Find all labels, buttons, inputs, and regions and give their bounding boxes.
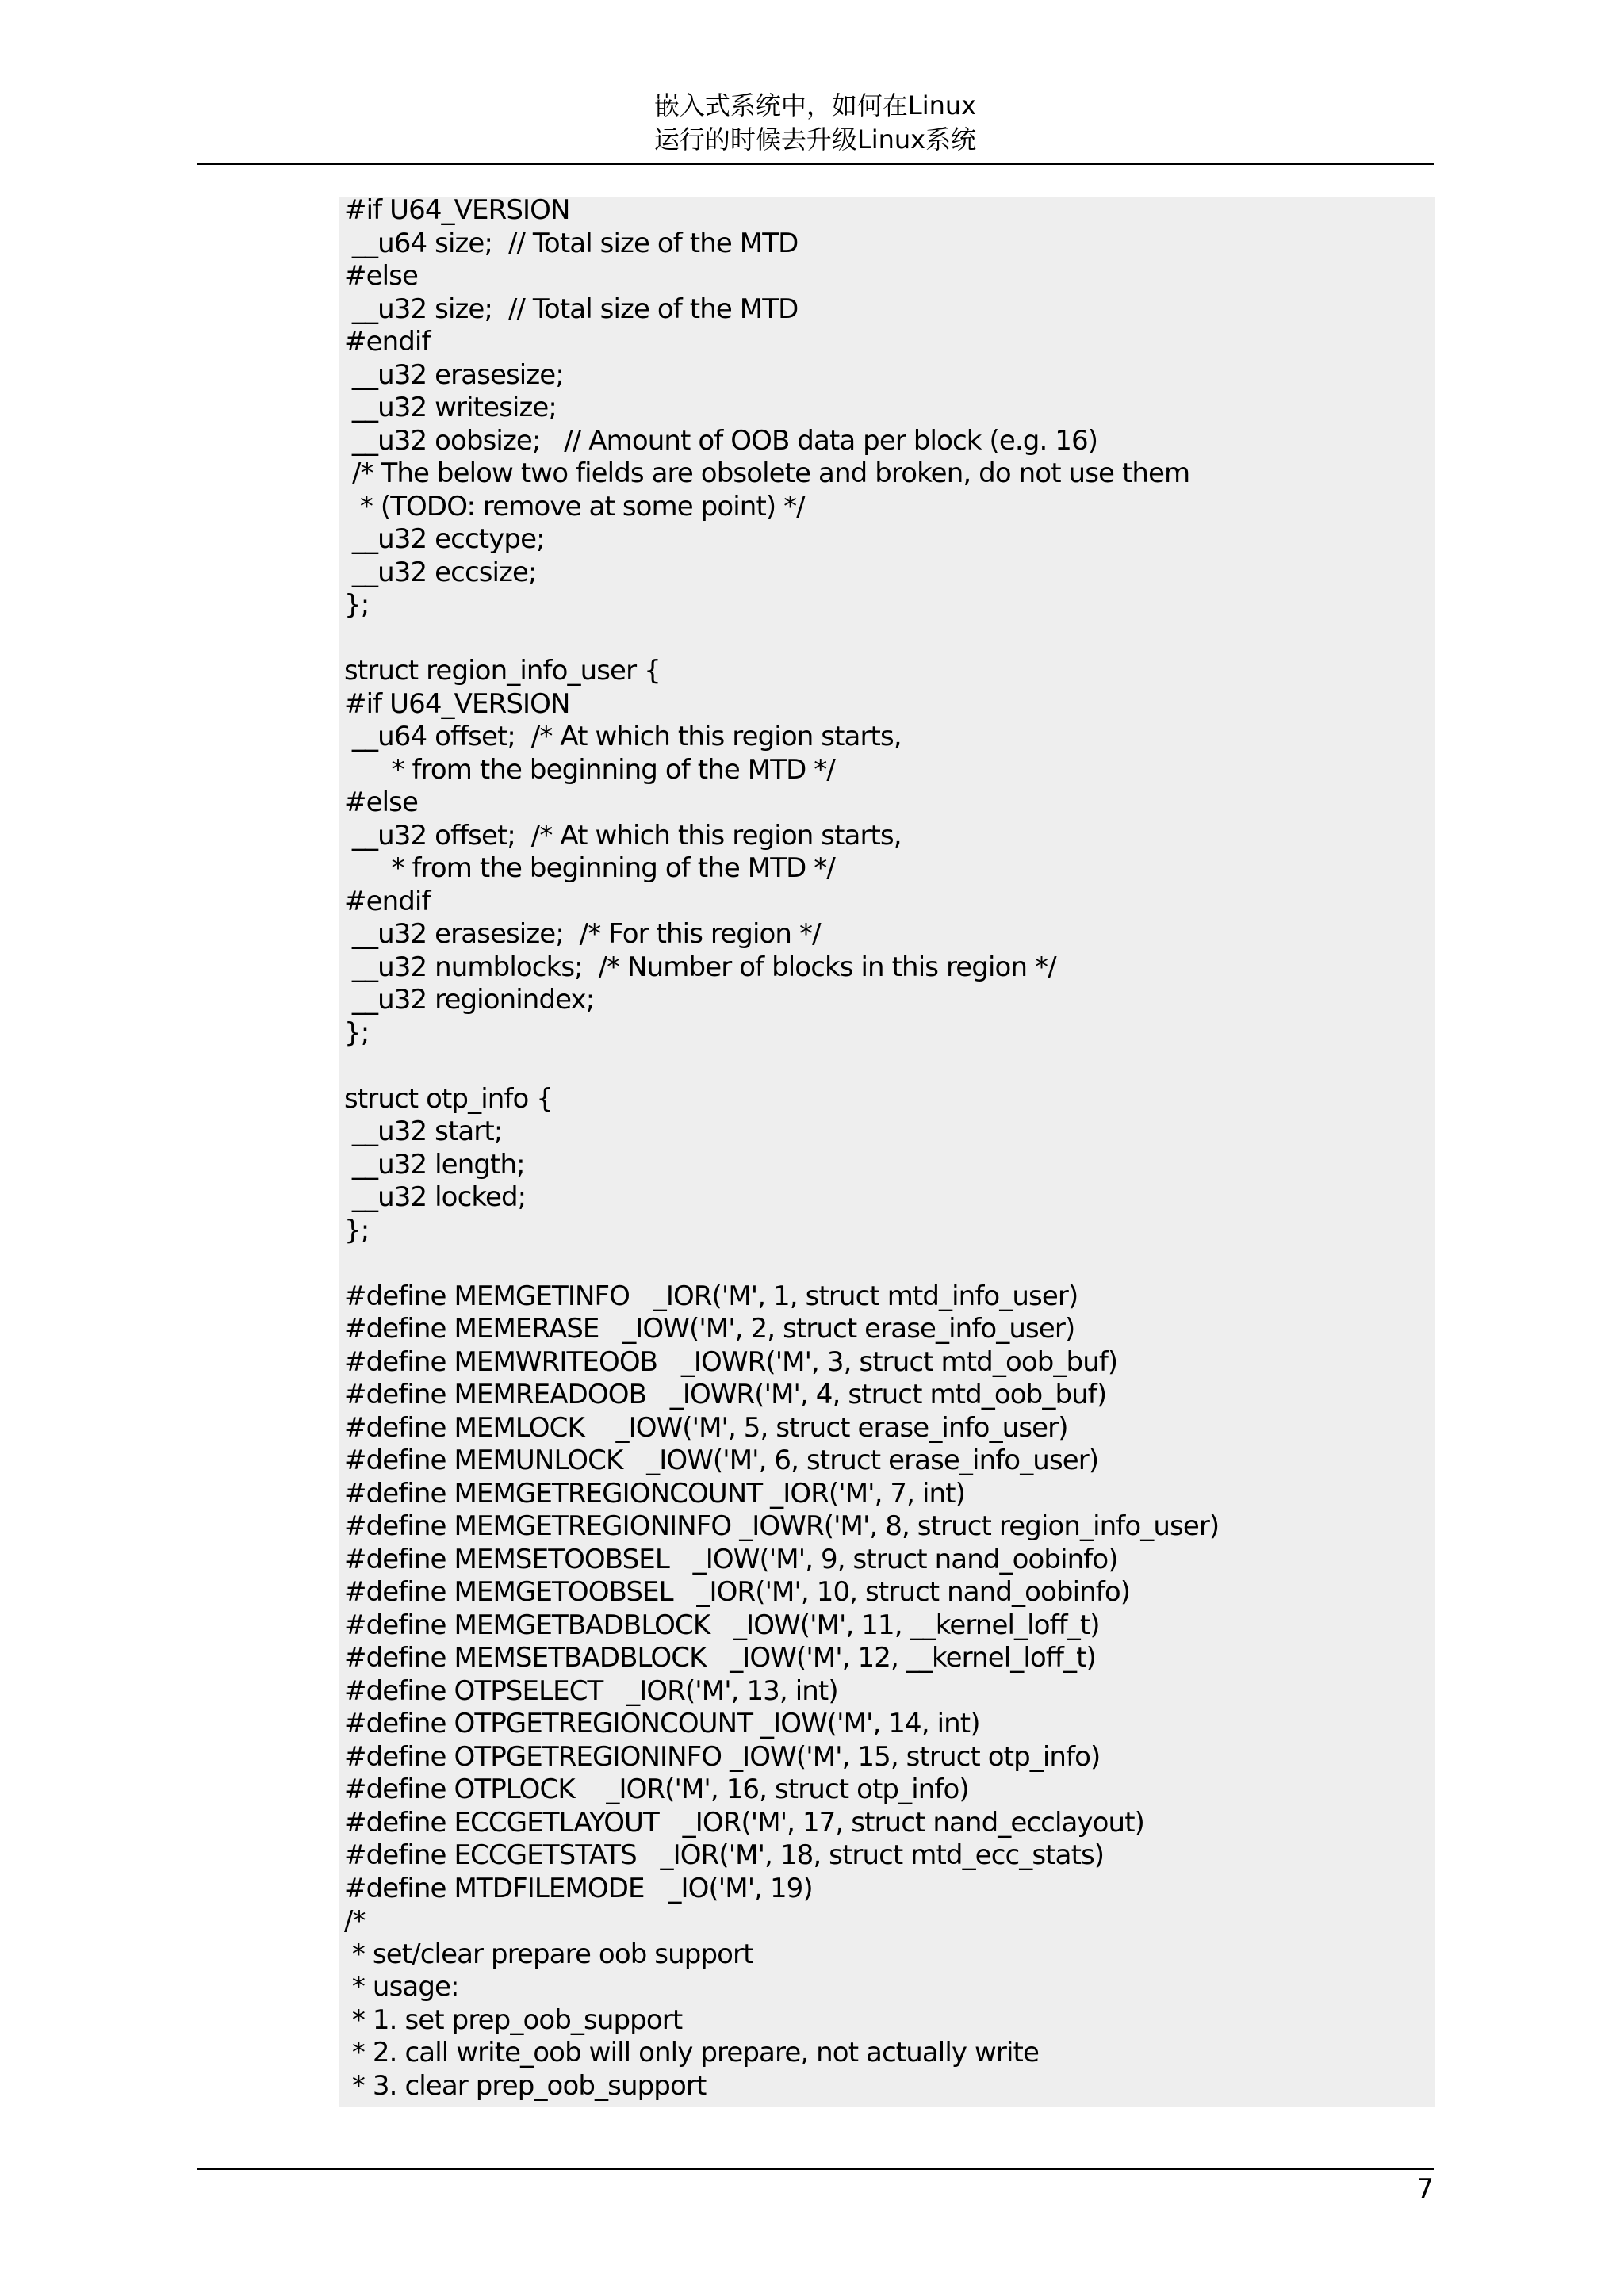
code-line: #define MEMERASE _IOW('M', 2, struct erase_info_user) [344,1313,1075,1345]
code-line: __u32 numblocks; /* Number of blocks in this region */ [344,951,1056,983]
code-line: #else [344,786,418,818]
code-line: * from the beginning of the MTD */ [344,852,835,884]
code-line: * 3. clear prep_oob_support [344,2069,707,2102]
code-line: __u32 size; // Total size of the MTD [344,293,799,325]
code-line: }; [344,1016,370,1049]
code-line: #define MEMREADOOB _IOWR('M', 4, struct mtd_oob_buf) [344,1379,1107,1410]
page-header [197,89,1434,157]
code-line: #define MEMSETOOBSEL _IOW('M', 9, struct nand_oobinfo) [344,1543,1118,1575]
code-line: __u32 length; [344,1148,525,1181]
code-line: struct otp_info { [344,1082,553,1115]
code-line: #define MEMGETBADBLOCK _IOW('M', 11, __kernel_loff_t) [344,1609,1100,1641]
code-listing [344,194,1219,2103]
code-line: #define MEMLOCK _IOW('M', 5, struct erase_info_user) [344,1411,1068,1444]
code-line: #endif [344,885,431,917]
code-line: #if U64_VERSION [344,194,570,226]
code-line: __u32 oobsize; // Amount of OOB data per block (e.g. 16) [344,424,1098,457]
code-line: #define OTPGETREGIONINFO _IOW('M', 15, struct otp_info) [344,1740,1101,1773]
code-line: #else [344,260,418,292]
code-line: #if U64_VERSION [344,687,570,720]
code-line: __u64 size; // Total size of the MTD [344,227,799,259]
code-line: * (TODO: remove at some point) */ [344,490,805,522]
code-line: #define MTDFILEMODE _IO('M', 19) [344,1872,813,1904]
code-line: #define MEMWRITEOOB _IOWR('M', 3, struct mtd_oob_buf) [344,1345,1118,1378]
code-line: /* The below two fields are obsolete and broken, do not use them [344,457,1190,489]
code-line: #define OTPGETREGIONCOUNT _IOW('M', 14, int) [344,1708,980,1739]
code-line: __u32 erasesize; /* For this region */ [344,918,821,950]
code-line: #endif [344,326,431,358]
code-line [344,622,1219,656]
code-line: __u64 offset; /* At which this region starts, [344,721,902,752]
code-line: * usage: [344,1971,459,2003]
header-title-line-2: 运行的时候去升级Linux系统 [653,124,977,155]
code-line: __u32 ecctype; [344,523,545,555]
code-line: #define MEMSETBADBLOCK _IOW('M', 12, __kernel_loff_t) [344,1642,1096,1674]
code-line: __u32 writesize; [344,392,557,423]
footer-rule [197,2168,1434,2170]
code-line: __u32 erasesize; [344,358,564,391]
header-rule [197,163,1434,165]
code-line: #define MEMUNLOCK _IOW('M', 6, struct erase_info_user) [344,1445,1099,1476]
code-line: __u32 eccsize; [344,556,537,588]
code-line: #define MEMGETREGIONINFO _IOWR('M', 8, struct region_info_user) [344,1510,1220,1542]
code-line: #define OTPLOCK _IOR('M', 16, struct otp_info) [344,1774,969,1805]
code-line: #define OTPSELECT _IOR('M', 13, int) [344,1674,838,1707]
code-line [344,1247,1219,1280]
code-line: __u32 offset; /* At which this region starts, [344,819,902,851]
code-line: #define ECCGETLAYOUT _IOR('M', 17, struct nand_ecclayout) [344,1806,1145,1839]
header-title-line-1: 嵌入式系统中，如何在Linux [653,90,977,121]
code-line: __u32 start; [344,1115,503,1147]
code-line: __u32 locked; [344,1181,527,1213]
page-number: 7 [1416,2173,1434,2205]
code-line: }; [344,1214,370,1246]
code-line: }; [344,589,370,621]
code-line: #define MEMGETOOBSEL _IOR('M', 10, struct nand_oobinfo) [344,1576,1131,1608]
code-line: #define ECCGETSTATS _IOR('M', 18, struct mtd_ecc_stats) [344,1839,1105,1871]
code-line: struct region_info_user { [344,655,661,687]
code-line: __u32 regionindex; [344,984,595,1016]
code-line: * set/clear prepare oob support [344,1938,753,1970]
code-line: * from the beginning of the MTD */ [344,753,835,786]
code-line: #define MEMGETINFO _IOR('M', 1, struct mtd_info_user) [344,1280,1078,1312]
code-line: * 1. set prep_oob_support [344,2003,683,2036]
code-line: #define MEMGETREGIONCOUNT _IOR('M', 7, int) [344,1477,965,1510]
code-line [344,1050,1219,1083]
code-line: /* [344,1905,366,1937]
code-line: * 2. call write_oob will only prepare, not actually write [344,2037,1039,2068]
